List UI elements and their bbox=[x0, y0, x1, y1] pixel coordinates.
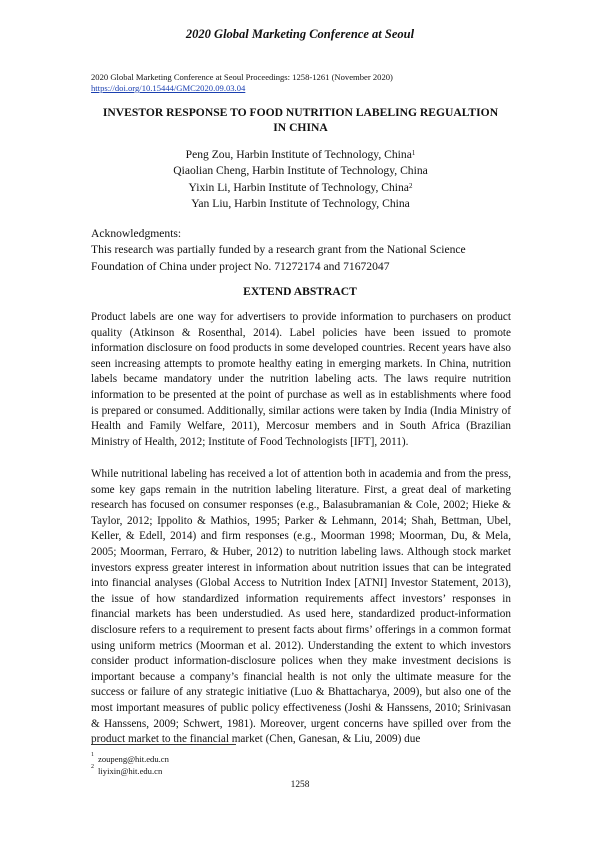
author-list bbox=[91, 147, 510, 212]
footnote-email: zoupeng@hit.edu.cn bbox=[98, 754, 169, 764]
page-number: 1258 bbox=[290, 780, 310, 790]
footnote-divider bbox=[91, 744, 236, 745]
body-paragraph-2: While nutritional labeling has received a lot of attention both in academia and from the press, some key gaps remain in the nutrition labeling literature. First, a great deal of marketing research has focused on consumer responses (e.g., Balasubramanian & Cole, 2002; Hieke & Taylor, 2012; Ippolito & Mathios, 1995; Parker & Lehmann, 2014; Shah, Bettman, Ubel, Keller, & Edell, 2014) and firm responses (e.g., Moorman 1998; Moorman, Du, & Mela, 2005; Moorman, Ferraro, & Huber, 2012) to nutrition labeling laws. Although stock market investors express greater interest in information about nutrition issues that can be integrated into financial analyses (Global Access to Nutrition Index [ATNI] Investor Statement, 2013), the issue of how standardized information requirements affect investors’ responses in financial markets has been understudied. As used here, standardized product-information disclosure refers to a requirement to present facts about firms’ offerings in a common format using uniform metrics (Moorman et al. 2012). Understanding the extent to which investors consider product information-disclosure polices when they make investment decisions is important because a company’s financial health is not only the ultimate measure for the success or failure of any strategic initiative (Luo & Bhattacharya, 2009), but also one of the most important measures of public policy effectiveness (Joshi & Hanssens, 2010; Srinivasan & Hanssens, 2009; Schwert, 1981). Moreover, urgent concerns have spilled over from the product market to the financial market (Chen, Ganesan, & Liu, 2009) due bbox=[91, 468, 511, 746]
running-header: 2020 Global Marketing Conference at Seoul bbox=[185, 27, 415, 41]
author-line: Yan Liu, Harbin Institute of Technology, China bbox=[191, 196, 410, 210]
proceedings-citation: 2020 Global Marketing Conference at Seoul Proceedings: 1258-1261 (November 2020) bbox=[91, 72, 393, 82]
footnote-2: $^2$ liyixin@hit.edu.cn bbox=[91, 764, 163, 776]
proceedings-info bbox=[91, 72, 393, 94]
title-line-1: INVESTOR RESPONSE TO FOOD NUTRITION LABELING REGUALTION bbox=[102, 106, 499, 119]
footnote-marker: 2 bbox=[408, 181, 413, 190]
author-line: Qiaolian Cheng, Harbin Institute of Technology, China bbox=[173, 164, 428, 178]
footnote-1: $^1$ zoupeng@hit.edu.cn bbox=[91, 752, 169, 764]
acknowledgments-heading: Acknowledgments: bbox=[91, 227, 182, 240]
author-line: Peng Zou, Harbin Institute of Technology, China$^1$ bbox=[185, 148, 416, 161]
footnote-email: liyixin@hit.edu.cn bbox=[98, 766, 163, 776]
body-paragraph-1: Product labels are one way for advertisers to provide information to purchasers on product quality (Atkinson & Rosenthal, 2014). Label policies have been issued to promote information disclosure on food products in some developed countries. Recent years have also seen increasing attempts to promote healthy eating in emerging markets. In China, nutrition labels became mandatory under the nutrition labeling acts. The laws require nutrition information to be presented at the point of purchase as well as in establishments where food is prepared or consumed. Additionally, similar actions were taken by India (India Ministry of Health and Family Welfare, 2011), Mercosur members and in South Africa (Brazilian Ministry of Health, 2012; Institute of Food Technologists [IFT], 2011). bbox=[91, 311, 511, 448]
acknowledgments-text: This research was partially funded by a research grant from the National Science Foundation of China under project No. 71272174 and 71672047 bbox=[91, 243, 466, 273]
footnote-marker: 1 bbox=[411, 149, 416, 157]
author-line: Yixin Li, Harbin Institute of Technology, China$^2$ bbox=[188, 180, 413, 194]
doi-link[interactable]: https://doi.org/10.15444/GMC2020.09.03.04 bbox=[91, 83, 246, 93]
title-line-2: IN CHINA bbox=[273, 120, 328, 134]
paper-title bbox=[91, 106, 510, 135]
acknowledgments bbox=[91, 226, 511, 275]
section-heading: EXTEND ABSTRACT bbox=[243, 285, 357, 298]
